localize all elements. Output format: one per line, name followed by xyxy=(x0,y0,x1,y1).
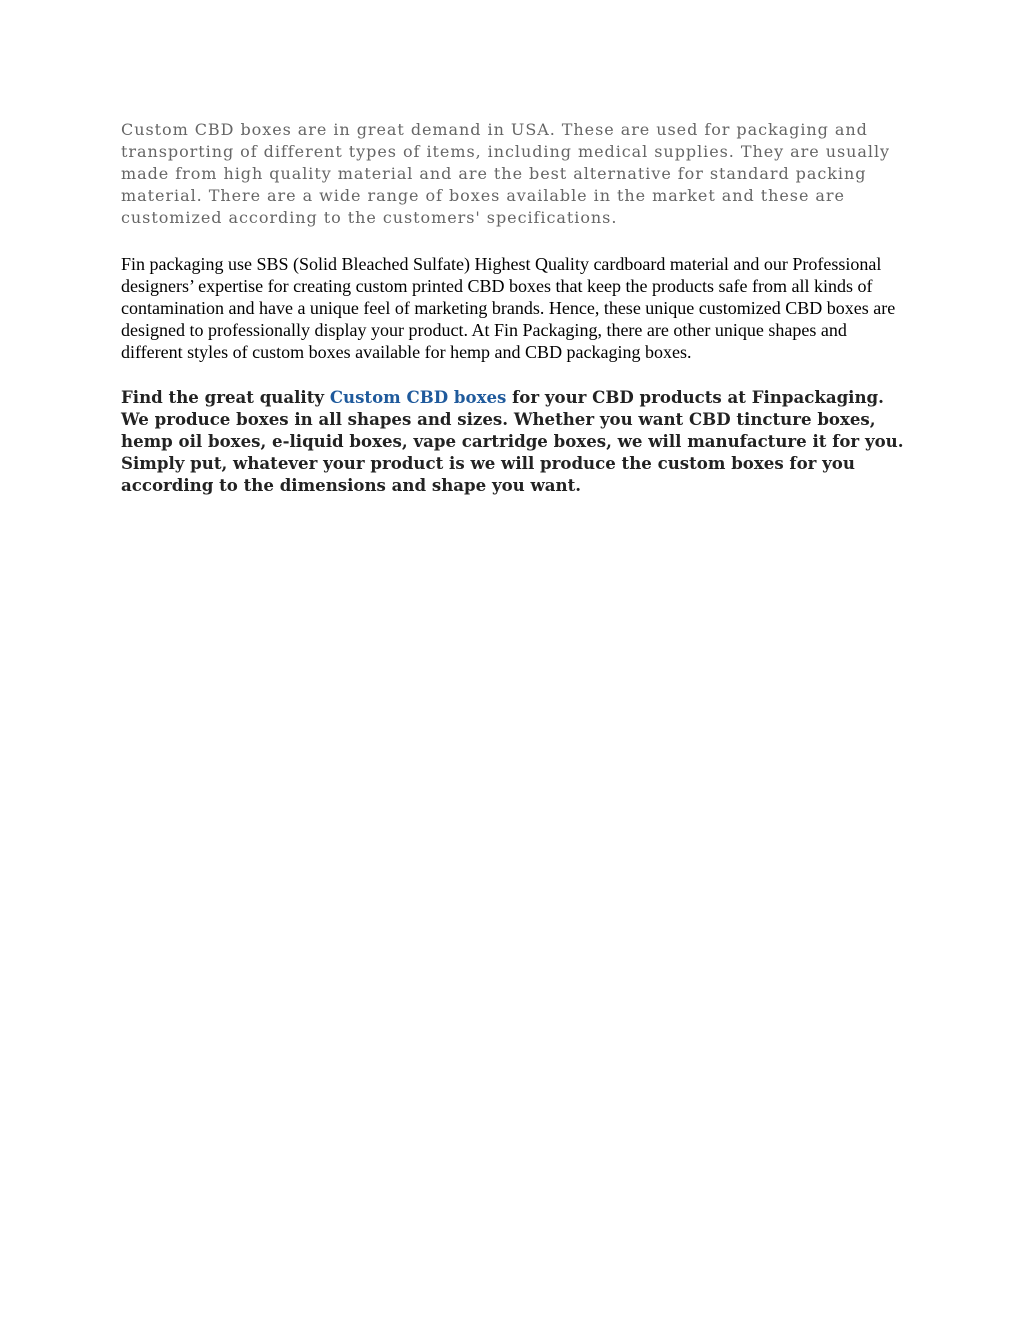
document-body xyxy=(121,119,911,496)
cta-text-before-link: Find the great quality xyxy=(121,387,330,407)
custom-cbd-boxes-link[interactable]: Custom CBD boxes xyxy=(329,387,507,407)
cta-text-after-link: for your CBD products at Finpackaging. We produce boxes in all shapes and sizes. Whether you want CBD tincture boxes, hemp oil boxes, e-liquid boxes, vape cartridge boxes, we will manufacture it for you. Simply put, whatever your product is we will produce the custom boxes for you according to the dimensions and shape you want. xyxy=(121,387,904,495)
material-paragraph: Fin packaging use SBS (Solid Bleached Sulfate) Highest Quality cardboard material and our Professional designers’ expertise for creating custom printed CBD boxes that keep the products safe from all kinds of contamination and have a unique feel of marketing brands. Hence, these unique customized CBD boxes are designed to professionally display your product. At Fin Packaging, there are other unique shapes and different styles of custom boxes available for hemp and CBD packaging boxes. xyxy=(121,254,896,362)
call-to-action-paragraph xyxy=(121,386,911,496)
intro-paragraph: Custom CBD boxes are in great demand in USA. These are used for packaging and transporting of different types of items, including medical supplies. They are usually made from high quality material and are the best alternative for standard packing material. There are a wide range of boxes available in the market and these are customized according to the customers' specifications. xyxy=(121,120,891,227)
